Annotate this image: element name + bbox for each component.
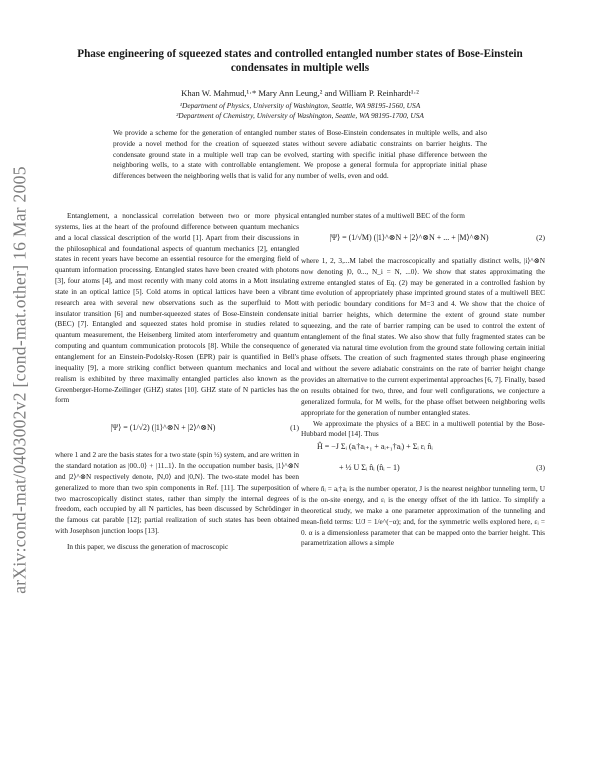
- abstract: We provide a scheme for the generation of entangled number states of Bose-Einstein condensates in multiple wells, and also provide a novel method for the creation of squeezed states without severe adiabatic constraints on barrier heights. The condensate ground state in a multiple well trap can be evolved, starting with specific initial phase difference between the neighboring wells, to a state with controllable entanglement. We propose a general formula for appropriate initial phase differences between the neighboring wells that is valid for any number of wells, even and odd.: [113, 128, 487, 181]
- paragraph-ghz: where 1 and 2 are the basis states for a two state (spin ½) system, and are written in the standard notation as |00..0⟩ + |11..1⟩. In the occupation number basis, |1⟩^⊗N and |2⟩^⊗N respectively denote, |N,0⟩ and |0,N⟩. The two-state model has been generalized to more than two spin components in Ref. [11]. The superposition of two macroscopically distinct states, rather than simply the internal degrees of freedom, each occupied by all N particles, has been discussed by Schrödinger in the famous cat parable [12]; partial realization of such states has been obtained with Josephson junction loops [13].: [55, 450, 299, 536]
- equation-3: [301, 440, 545, 484]
- equation-1: [55, 411, 299, 445]
- equation-1-body: |Ψ⟩ = (1/√2) (|1⟩^⊗N + |2⟩^⊗N): [110, 422, 216, 432]
- paragraph-parameters: where n̂ᵢ = aᵢ†aᵢ is the number operator, J is the nearest neighbor tunneling term, U is the on-site energy, and εᵢ is the energy offset of the ith lattice. To simplify a theoretical study, we make a one parameter approximation of the tunneling and mean-field terms: U/J = 1/e^(−α); and, for the symmetric wells explored here, εᵢ = 0. α is a dimensionless parameter that can be mapped onto the barrier height. This parametrization allows a simple: [301, 484, 545, 548]
- equation-2-body: |Ψ⟩ = (1/√M) (|1⟩^⊗N + |2⟩^⊗N + ... + |M⟩^⊗N): [329, 233, 489, 243]
- paragraph-bose-hubbard: We approximate the physics of a BEC in a multiwell potential by the Bose-Hubbard model [14]. Thus: [301, 418, 545, 439]
- paragraph-this-paper: In this paper, we discuss the generation of macroscopic: [67, 541, 229, 551]
- paragraph-multiwell: entangled number states of a multiwell BEC of the form: [301, 211, 465, 220]
- arxiv-identifier: arXiv:cond-mat/0403002v2 [cond-mat.other] 16 Mar 2005: [9, 166, 30, 594]
- paragraph-results: where 1, 2, 3,...M label the macroscopically and spatially distinct wells, |i⟩^⊗N now denoting |0, 0..., N_i = N, ...0⟩. We show that states approximating the extreme entangled states of Eq. (2) may be generated in a controlled fashion by time evolution of appropriately phase imprinted ground states of a multiwell BEC with periodic boundary conditions for M=3 and 4. We show that the choice of initial barrier heights, which determine the extent of ground state number squeezing, and the rate of barrier ramping can be used to control the extent of entanglement of the final states. We also show that fully fragmented states can be generated via natural time evolution from the ground state following certain initial phase offsets. The creation of such fragmented states through phase engineering and without the severe adiabatic constraints on the rate of barrier height change provides an alternative to the current experimental approaches [6, 7]. Finally, based on results obtained for two, three, and four well configurations, we conjecture a generalized formula, for M wells, for the phase offset between neighboring wells appropriate for the generation of number entangled states.: [301, 255, 545, 417]
- equation-1-number: (1): [290, 422, 299, 432]
- equation-3-number: (3): [536, 463, 545, 473]
- affiliation-1: ¹Department of Physics, University of Washington, Seattle, WA 98195-1560, USA: [179, 101, 421, 110]
- equation-2-number: (2): [536, 233, 545, 243]
- right-column: [301, 211, 545, 549]
- equation-3-line-1: Ĥ = −J Σᵢ (aᵢ†aᵢ₊₁ + aᵢ₊₁†aᵢ) + Σᵢ εᵢ n̂ᵢ: [317, 442, 433, 452]
- paragraph-intro: Entanglement, a nonclassical correlation between two or more physical systems, lies at the heart of the profound difference between quantum mechanics and a local classical description of the world [1]. Apart from their discussions in the philosophical and foundational aspects of quantum mechanics [2], entangled states in recent years have become an essential resource for the emerging field of quantum information processing. Entangled states have been created with photons [3], four atoms [4], and most recently with many cold atoms in a Mott insulating state in an optical lattice [5]. Cold atoms in optical lattices have been a vibrant research area with several new observations such as the superfluid to Mott insulator transition [6] and number-squeezed states of Bose-Einstein condensate (BEC) [7]. Entangled and squeezed states hold promise in studies related to quantum measurement, the Heisenberg limited atom interferometry and quantum computing and quantum communication protocols [8]. While the consequence of entanglement for an Einstein-Podolsky-Rosen (EPR) pair is quantified in Bell's inequality [9], a more striking conflict between quantum mechanics and local realism is exhibited by three maximally entangled particles also known as the Greenberger-Horne-Zeilinger (GHZ) states [10]. GHZ state of N particles has the form: [55, 211, 299, 405]
- author-list: Khan W. Mahmud,¹·* Mary Ann Leung,² and William P. Reinhardt¹·²: [181, 88, 419, 98]
- arxiv-sidebar-stamp: [2, 120, 38, 640]
- equation-2: [301, 222, 545, 256]
- equation-3-line-2: + ½ U Σᵢ n̂ᵢ (n̂ᵢ − 1): [339, 463, 400, 473]
- affiliation-2: ²Department of Chemistry, University of Washington, Seattle, WA 98195-1700, USA: [176, 111, 424, 120]
- left-column: [55, 211, 299, 553]
- paper-title: Phase engineering of squeezed states and controlled entangled number states of Bose-Einstein condensates in multiple wells: [77, 48, 523, 74]
